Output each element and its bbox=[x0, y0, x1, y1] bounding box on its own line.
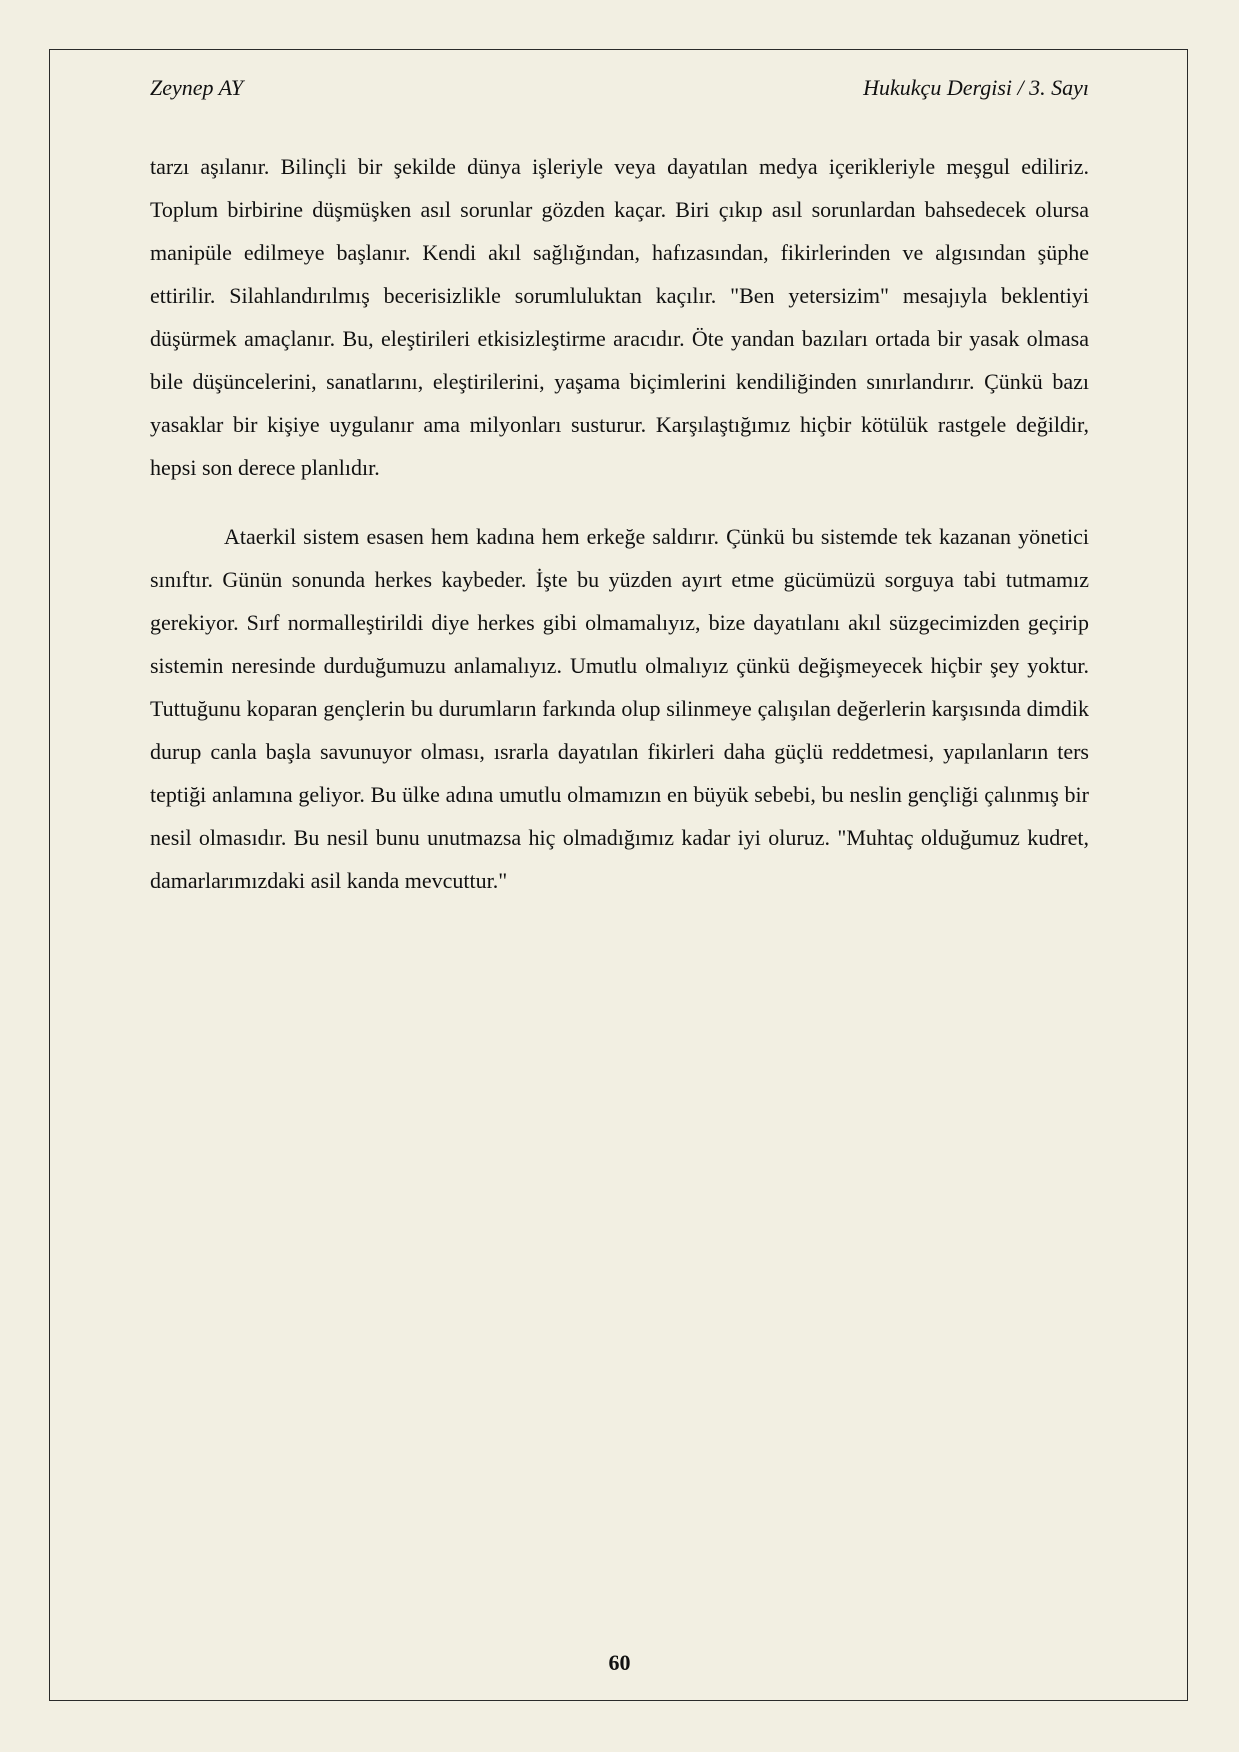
body-paragraph: tarzı aşılanır. Bilinçli bir şekilde dünya işleriyle veya dayatılan medya içerikleriyle meşgul ediliriz. Toplum birbirine düşmüşken asıl sorunlar gözden kaçar. Biri çıkıp asıl sorunlardan bahsedecek olursa manipüle edilmeye başlanır. Kendi akıl sağlığından, hafızasından, fikirlerinden ve algısından şüphe ettirilir. Silahlandırılmış becerisizlikle sorumluluktan kaçılır. "Ben yetersizim" mesajıyla beklentiyi düşürmek amaçlanır. Bu, eleştirileri etkisizleştirme aracıdır. Öte yandan bazıları ortada bir yasak olmasa bile düşüncelerini, sanatlarını, eleştirilerini, yaşama biçimlerini kendiliğinden sınırlandırır. Çünkü bazı yasaklar bir kişiye uygulanır ama milyonları susturur. Karşılaştığımız hiçbir kötülük rastgele değildir, hepsi son derece planlıdır. bbox=[150, 154, 1089, 480]
body-paragraph: Ataerkil sistem esasen hem kadına hem erkeğe saldırır. Çünkü bu sistemde tek kazanan yönetici sınıftır. Günün sonunda herkes kaybeder. İşte bu yüzden ayırt etme gücümüzü sorguya tabi tutmamız gerekiyor. Sırf normalleştirildi diye herkes gibi olmamalıyız, bize dayatılanı akıl süzgecimizden geçirip sistemin neresinde durduğumuzu anlamalıyız. Umutlu olmalıyız çünkü değişmeyecek hiçbir şey yoktur. Tuttuğunu koparan gençlerin bu durumların farkında olup silinmeye çalışılan değerlerin karşısında dimdik durup canla başla savunuyor olması, ısrarla dayatılan fikirleri daha güçlü reddetmesi, yapılanların ters teptiği anlamına geliyor. Bu ülke adına umutlu olmamızın en büyük sebebi, bu neslin gençliği çalınmış bir nesil olmasıdır. Bu nesil bunu unutmazsa hiç olmadığımız kadar iyi oluruz. "Muhtaç olduğumuz kudret, damarlarımızdaki asil kanda mevcuttur." bbox=[150, 524, 1089, 893]
header-author: Zeynep AY bbox=[150, 75, 244, 100]
header-journal-title: Hukukçu Dergisi / 3. Sayı bbox=[863, 75, 1089, 100]
article-body bbox=[150, 145, 1089, 902]
page-number: 60 bbox=[608, 1650, 631, 1675]
running-header bbox=[150, 72, 1089, 104]
